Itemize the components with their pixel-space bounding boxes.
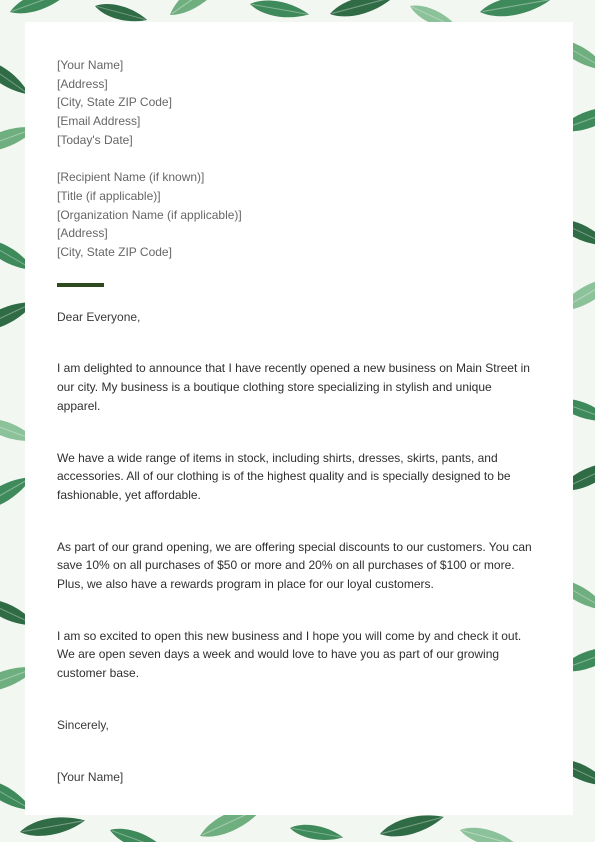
recipient-address: [Address] [57,226,108,241]
letter-content [57,56,537,786]
salutation: Dear Everyone, [57,309,141,324]
body-paragraph-3: As part of our grand opening, we are offering special discounts to our customers. You can save 10% on all purchases of $50 or more and 20% on all purchases of $100 or more. Plus, we also have a rewards program in place for our loyal customers. [57,539,532,592]
sender-block [57,56,537,150]
sender-city-state-zip: [City, State ZIP Code] [57,95,172,110]
recipient-city-state-zip: [City, State ZIP Code] [57,245,172,260]
body-paragraph-4: I am so excited to open this new business and I hope you will come by and check it out. We are open seven days a week and would love to have you as part of our growing customer base. [57,628,522,681]
accent-divider [57,283,104,287]
letter-date: [Today's Date] [57,132,133,147]
recipient-block [57,168,537,262]
sender-address: [Address] [57,76,108,91]
closing: Sincerely, [57,717,109,732]
body-paragraph-2: We have a wide range of items in stock, including shirts, dresses, skirts, pants, and accessories. All of our clothing is of the highest quality and is specially designed to be fashionable, yet affordable. [57,450,511,502]
signature-name: [Your Name] [57,769,124,784]
sender-email: [Email Address] [57,114,141,129]
body-paragraph-1: I am delighted to announce that I have recently opened a new business on Main Street in our city. My business is a boutique clothing store specializing in stylish and unique apparel. [57,361,530,413]
letter-page [25,22,573,815]
recipient-title: [Title (if applicable)] [57,188,161,203]
recipient-organization: [Organization Name (if applicable)] [57,207,242,222]
recipient-name: [Recipient Name (if known)] [57,170,205,185]
sender-name: [Your Name] [57,58,124,72]
